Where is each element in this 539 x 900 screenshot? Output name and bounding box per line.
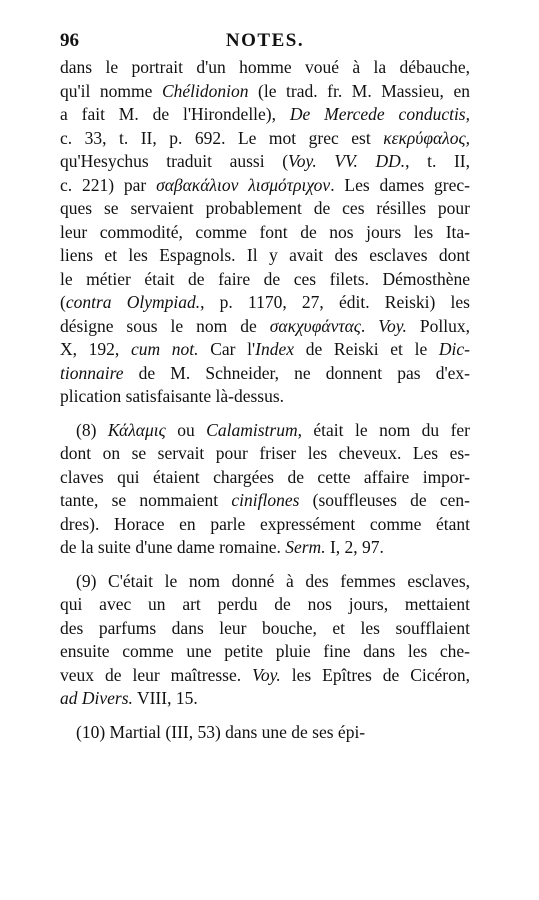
text-line (60, 338, 470, 362)
text-line (60, 513, 470, 537)
text-line (60, 593, 470, 617)
text-run: dont on se servait pour friser les cheveux. Les es- (60, 443, 470, 463)
italic-text: Index (255, 339, 295, 359)
text-run: dans le portrait d'un homme voué à la débauche, (60, 57, 470, 77)
text-line (60, 244, 470, 268)
text-line (60, 268, 470, 292)
italic-text: Voy. (378, 315, 407, 336)
note-8 (60, 419, 470, 560)
text-line (60, 570, 470, 594)
italic-text: tionnaire (60, 362, 124, 383)
italic-text: Voy. (252, 664, 281, 685)
page-header (60, 30, 470, 56)
text-run: (8) (76, 419, 108, 440)
text-run: . Les dames grec- (330, 174, 470, 195)
text-run: dres). Horace en parle expressément comme étant (60, 513, 470, 534)
note-10 (60, 721, 470, 745)
italic-text: σακχυφάντας (269, 315, 361, 336)
text-line (60, 617, 470, 641)
text-line (60, 362, 470, 386)
text-run: ensuite comme une petite pluie fine dans les che- (60, 641, 470, 661)
text-run: leur commodité, comme font de nos jours les Ita- (60, 221, 470, 242)
text-run: VIII, 15. (132, 688, 198, 708)
text-run: I, 2, 97. (325, 537, 384, 557)
text-line (60, 150, 470, 174)
italic-text: Voy. VV. DD. (288, 151, 406, 171)
italic-text: contra Olympiad. (65, 292, 201, 312)
book-page (60, 30, 470, 744)
text-run: Pollux, (406, 315, 470, 336)
text-run: tante, se nommaient (60, 490, 232, 510)
text-line (60, 640, 470, 664)
text-run: (souffleuses de cen- (299, 490, 470, 510)
text-run: plication satisfaisante là-dessus. (60, 386, 285, 406)
text-run: qui avec un art perdu de nos jours, mettaient (60, 594, 470, 614)
text-run: désigne sous le nom de (60, 315, 270, 336)
italic-text: Κάλαμις (107, 419, 166, 440)
text-run: de Reiski et le (294, 339, 439, 359)
text-run: , t. II, (405, 151, 470, 171)
text-line (60, 466, 470, 490)
text-run: c. 221) par (60, 174, 157, 195)
text-run: (9) C'était le nom donné à des femmes esclaves, (76, 570, 470, 591)
text-run: le métier était de faire de ces filets. Démosthène (60, 268, 470, 289)
text-line (60, 174, 470, 198)
italic-text: Dic- (438, 339, 470, 359)
note-9 (60, 570, 470, 711)
text-run: ou (165, 419, 207, 440)
text-run: ( (60, 292, 66, 312)
text-run: , était le nom du fer (297, 419, 471, 440)
italic-text: κεκρύφαλος, (383, 127, 470, 148)
text-line (60, 80, 470, 104)
italic-text: Serm. (285, 537, 326, 557)
text-line (60, 103, 470, 127)
italic-text: cum not. (130, 339, 199, 359)
text-run: de M. Schneider, ne donnent pas d'ex- (123, 362, 470, 383)
text-line (60, 419, 470, 443)
text-line (60, 489, 470, 513)
text-run: . (360, 315, 379, 336)
italic-text: ciniflones (231, 490, 300, 510)
italic-text: σαβακάλιον λισμότριχον (156, 174, 331, 195)
text-run: X, 192, (60, 339, 131, 359)
text-line (60, 385, 470, 409)
page-number: 96 (60, 30, 79, 51)
text-line (60, 442, 470, 466)
text-line (60, 536, 470, 560)
text-line (60, 315, 470, 339)
text-run: a fait M. de l'Hirondelle), (60, 104, 290, 124)
text-line (60, 687, 470, 711)
text-line (60, 721, 470, 745)
running-head: NOTES. (225, 30, 305, 51)
paragraph-continuation (60, 56, 470, 409)
text-run: qu'Hesychus traduit aussi ( (60, 151, 289, 171)
text-run: de la suite d'une dame romaine. (60, 537, 286, 557)
text-line (60, 664, 470, 688)
text-run: Car l' (198, 339, 256, 359)
text-run: les Epîtres de Cicéron, (280, 664, 470, 685)
text-run: claves qui étaient chargées de cette affaire impor- (60, 466, 470, 487)
text-run: liens et les Espagnols. Il y avait des esclaves dont (60, 245, 470, 265)
text-run: (le trad. fr. M. Massieu, en (248, 80, 470, 101)
italic-text: Calamistrum (206, 419, 298, 440)
text-run: des parfums dans leur bouche, et les soufflaient (60, 617, 470, 638)
text-line (60, 127, 470, 151)
text-run: veux de leur maîtresse. (60, 664, 253, 685)
text-line (60, 56, 470, 80)
text-line (60, 197, 470, 221)
text-run: , p. 1170, 27, édit. Reiski) les (200, 292, 470, 312)
text-run: (10) Martial (III, 53) dans une de ses épi- (76, 721, 366, 742)
text-line (60, 291, 470, 315)
text-line (60, 221, 470, 245)
italic-text: ad Divers. (60, 688, 133, 708)
text-run: ques se servaient probablement de ces résilles pour (60, 198, 470, 218)
italic-text: De Mercede conductis, (289, 104, 470, 124)
italic-text: Chélidonion (161, 80, 249, 101)
text-run: c. 33, t. II, p. 692. Le mot grec est (60, 127, 384, 148)
text-run: qu'il nomme (60, 80, 162, 101)
